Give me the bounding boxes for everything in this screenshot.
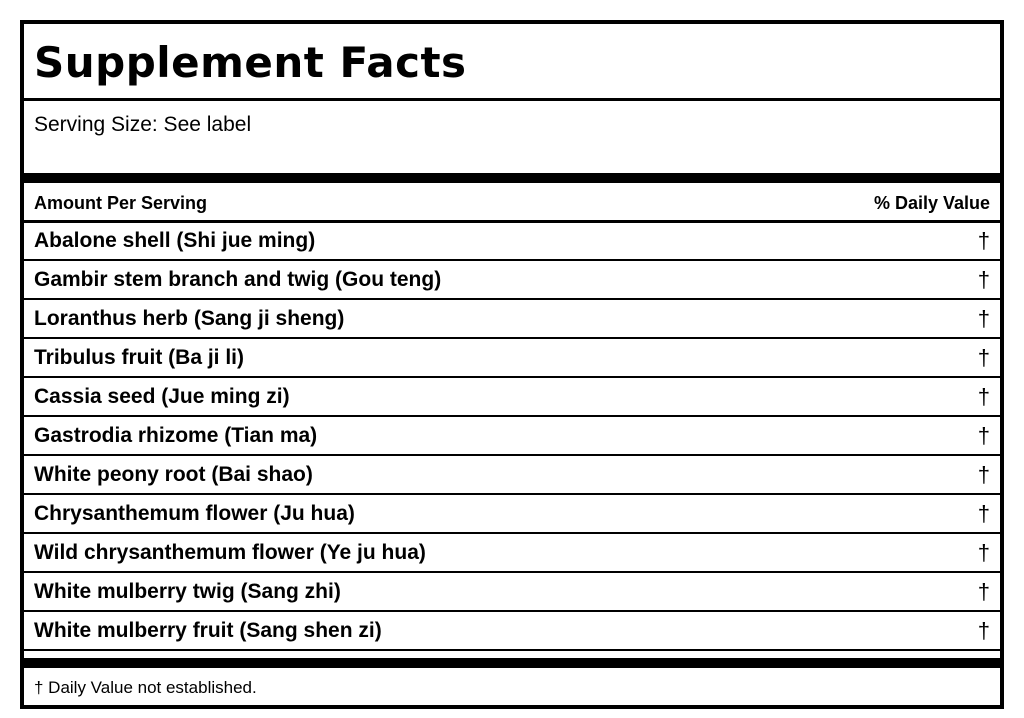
daily-value-dagger: †: [977, 618, 990, 643]
serving-size: Serving Size: See label: [34, 113, 252, 136]
ingredient-row: [24, 339, 1000, 378]
ingredient-name: Loranthus herb (Sang ji sheng): [34, 307, 345, 330]
daily-value-dagger: †: [977, 228, 990, 253]
daily-value-dagger: †: [977, 384, 990, 409]
panel-title: Supplement Facts: [34, 38, 467, 87]
ingredient-name: Gastrodia rhizome (Tian ma): [34, 424, 318, 447]
ingredient-row: [24, 612, 1000, 651]
ingredient-name: White mulberry fruit (Sang shen zi): [34, 619, 382, 642]
daily-value-dagger: †: [977, 267, 990, 292]
daily-value-header: % Daily Value: [873, 193, 990, 213]
thick-divider-top: [24, 173, 1000, 183]
footnote: † Daily Value not established.: [34, 678, 257, 697]
daily-value-dagger: †: [977, 579, 990, 604]
daily-value-dagger: †: [977, 462, 990, 487]
ingredient-name: Cassia seed (Jue ming zi): [34, 385, 290, 408]
thick-divider-bottom: [24, 658, 1000, 668]
ingredient-name: Chrysanthemum flower (Ju hua): [34, 502, 355, 525]
ingredient-row: [24, 573, 1000, 612]
amount-per-serving-header: Amount Per Serving: [34, 193, 208, 213]
ingredient-name: Tribulus fruit (Ba ji li): [34, 346, 244, 369]
ingredient-row: [24, 417, 1000, 456]
daily-value-dagger: †: [977, 345, 990, 370]
daily-value-dagger: †: [977, 306, 990, 331]
supplement-facts-panel: [20, 20, 1004, 709]
ingredient-name: White mulberry twig (Sang zhi): [34, 580, 341, 603]
column-header-row: [24, 186, 1000, 223]
ingredient-row: [24, 534, 1000, 573]
daily-value-dagger: †: [977, 540, 990, 565]
daily-value-dagger: †: [977, 501, 990, 526]
title-section: [24, 24, 1000, 101]
ingredient-row: [24, 456, 1000, 495]
ingredient-name: Gambir stem branch and twig (Gou teng): [34, 268, 442, 291]
daily-value-dagger: †: [977, 423, 990, 448]
ingredient-name: White peony root (Bai shao): [34, 463, 313, 486]
ingredient-list: [24, 222, 1000, 651]
ingredient-row: [24, 378, 1000, 417]
ingredient-row: [24, 495, 1000, 534]
ingredient-row: [24, 261, 1000, 300]
ingredient-row: [24, 222, 1000, 261]
ingredient-name: Wild chrysanthemum flower (Ye ju hua): [34, 541, 426, 564]
ingredient-name: Abalone shell (Shi jue ming): [34, 229, 316, 252]
ingredient-row: [24, 300, 1000, 339]
